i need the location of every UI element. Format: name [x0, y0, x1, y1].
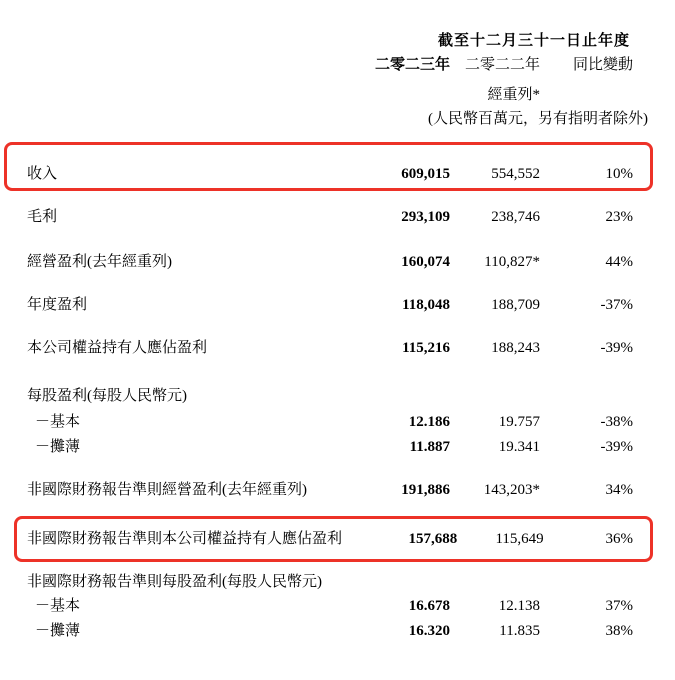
column-header-row [0, 55, 675, 75]
value-yoy: -39% [600, 439, 633, 455]
value-2022: 19.757 [498, 414, 540, 430]
value-yoy: 38% [605, 623, 633, 639]
value-yoy: -38% [600, 414, 633, 430]
value-2022: 115,649 [495, 531, 544, 547]
value-yoy: -39% [600, 340, 633, 356]
row-non-ifrs-eps-basic [0, 596, 675, 616]
row-non-ifrs-eps-section [0, 572, 675, 592]
value-yoy: 37% [605, 598, 633, 614]
row-label: 收入 [27, 166, 58, 182]
row-revenue [0, 164, 675, 184]
value-2023: 115,216 [402, 340, 450, 356]
row-label: 本公司權益持有人應佔盈利 [27, 340, 208, 356]
section-label: 每股盈利(每股人民幣元) [27, 388, 187, 404]
value-2023: 16.678 [408, 598, 450, 614]
value-2022: 238,746 [491, 209, 540, 225]
value-yoy: 44% [605, 254, 633, 270]
row-label: －基本 [35, 414, 81, 430]
row-label: 非國際財務報告準則經營盈利(去年經重列) [27, 482, 307, 498]
row-label: 經營盈利(去年經重列) [27, 254, 172, 270]
value-2022: 143,203* [483, 482, 540, 498]
section-label: 非國際財務報告準則每股盈利(每股人民幣元) [27, 574, 322, 590]
value-2022: 188,709 [491, 297, 540, 313]
restated-note: 經重列* [487, 87, 540, 103]
row-eps-basic [0, 412, 675, 432]
row-eps-diluted [0, 437, 675, 457]
value-yoy: 23% [605, 209, 633, 225]
column-header-yoy: 同比變動 [572, 57, 633, 73]
value-2023: 293,109 [401, 209, 450, 225]
value-2022: 11.835 [499, 623, 540, 639]
row-label: －基本 [35, 598, 81, 614]
column-header-2022: 二零二二年 [464, 57, 540, 73]
row-label: －攤薄 [35, 623, 81, 639]
value-2023: 160,074 [401, 254, 450, 270]
row-gross-profit [0, 207, 675, 227]
row-operating-profit [0, 252, 675, 272]
row-label: －攤薄 [35, 439, 81, 455]
row-eps-section [0, 386, 675, 406]
row-label: 年度盈利 [27, 297, 88, 313]
value-2022: 12.138 [498, 598, 540, 614]
currency-unit-note: (人民幣百萬元，另有指明者除外) [428, 111, 648, 127]
value-yoy: 10% [605, 166, 633, 182]
row-non-ifrs-eps-diluted [0, 621, 675, 641]
row-non-ifrs-equity-holders-profit [0, 529, 675, 549]
value-yoy: -37% [600, 297, 633, 313]
value-2023: 12.186 [408, 414, 450, 430]
row-label: 毛利 [27, 209, 58, 225]
value-yoy: 34% [605, 482, 633, 498]
value-2023: 191,886 [401, 482, 450, 498]
row-profit-for-year [0, 295, 675, 315]
value-2022: 554,552 [491, 166, 540, 182]
row-equity-holders-profit [0, 338, 675, 358]
period-header: 截至十二月三十一日止年度 [437, 33, 630, 49]
value-yoy: 36% [605, 531, 633, 547]
column-header-2023: 二零二三年 [374, 57, 450, 73]
value-2022: 110,827* [484, 254, 540, 270]
row-label: 非國際財務報告準則本公司權益持有人應佔盈利 [27, 531, 343, 547]
value-2023: 16.320 [408, 623, 450, 639]
value-2022: 19.341 [498, 439, 540, 455]
value-2023: 118,048 [402, 297, 450, 313]
row-non-ifrs-operating-profit [0, 480, 675, 500]
value-2023: 609,015 [401, 166, 450, 182]
value-2023: 11.887 [409, 439, 450, 455]
value-2022: 188,243 [491, 340, 540, 356]
value-2023: 157,688 [408, 531, 458, 547]
